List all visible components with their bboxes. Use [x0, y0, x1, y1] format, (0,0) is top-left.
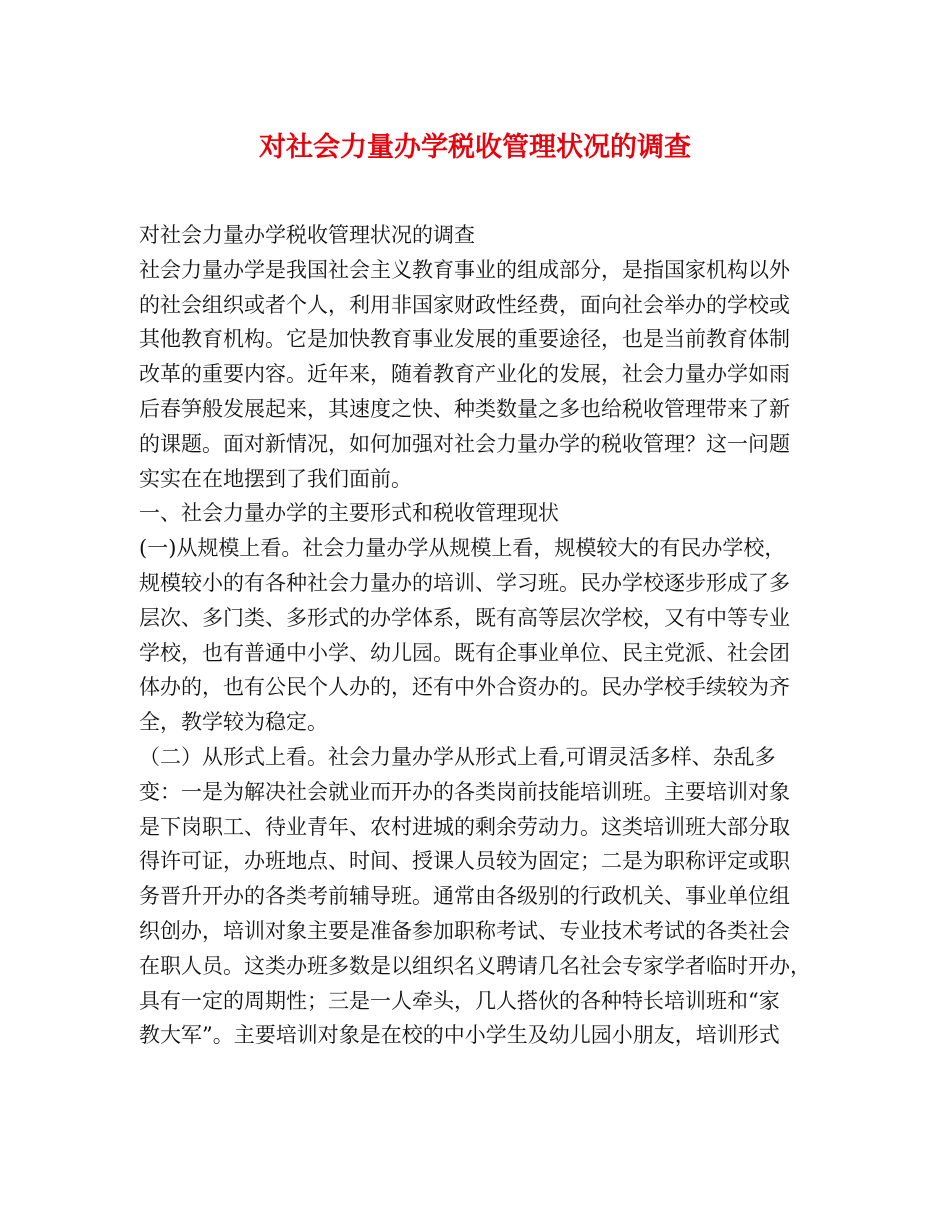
body-line: 对社会力量办学税收管理状况的调查	[139, 223, 475, 247]
body-line: 务晋升开办的各类考前辅导班。通常由各级别的行政机关、事业单位组	[139, 884, 790, 909]
body-line: 织创办，培训对象主要是准备参加职称考试、专业技术考试的各类社会	[139, 918, 790, 943]
body-line: 其他教育机构。它是加快教育事业发展的重要途径，也是当前教育体制	[139, 327, 790, 352]
body-line: 的课题。面对新情况，如何加强对社会力量办学的税收管理？这一问题	[139, 431, 790, 456]
body-line: 后春笋般发展起来，其速度之快、种类数量之多也给税收管理带来了新	[139, 396, 790, 421]
document-title: 对社会力量办学税收管理状况的调查	[259, 132, 691, 163]
body-line: 一、社会力量办学的主要形式和税收管理现状	[139, 501, 559, 526]
body-line: 社会力量办学是我国社会主义教育事业的组成部分，是指国家机构以外	[139, 257, 790, 282]
body-line: (一)从规模上看。社会力量办学从规模上看，规模较大的有民办学校，	[139, 536, 786, 561]
body-line: 是下岗职工、待业青年、农村进城的剩余劳动力。这类培训班大部分取	[139, 814, 790, 839]
body-line: 体办的，也有公民个人办的，还有中外合资办的。民办学校手续较为齐	[139, 675, 790, 700]
body-line: 具有一定的周期性；三是一人牵头，几人搭伙的各种特长培训班和“家	[139, 988, 780, 1013]
body-line: 变：一是为解决社会就业而开办的各类岗前技能培训班。主要培训对象	[139, 779, 790, 804]
body-line: 规模较小的有各种社会力量办的培训、学习班。民办学校逐步形成了多	[139, 570, 790, 595]
body-line: 得许可证，办班地点、时间、授课人员较为固定；二是为职称评定或职	[139, 849, 790, 874]
body-line: （二）从形式上看。社会力量办学从形式上看,可谓灵活多样、杂乱多	[139, 744, 776, 769]
body-line: 在职人员。这类办班多数是以组织名义聘请几名社会专家学者临时开办，	[139, 953, 811, 978]
body-line: 的社会组织或者个人，利用非国家财政性经费，面向社会举办的学校或	[139, 292, 790, 317]
document-body	[139, 218, 819, 1053]
body-line: 全，教学较为稳定。	[139, 710, 328, 735]
body-line: 教大军”。主要培训对象是在校的中小学生及幼儿园小朋友，培训形式	[139, 1023, 780, 1048]
body-line: 实实在在地摆到了我们面前。	[139, 466, 412, 491]
body-line: 层次、多门类、多形式的办学体系，既有高等层次学校，又有中等专业	[139, 605, 790, 630]
body-line: 学校，也有普通中小学、幼儿园。既有企事业单位、民主党派、社会团	[139, 640, 790, 665]
body-line: 改革的重要内容。近年来，随着教育产业化的发展，社会力量办学如雨	[139, 362, 790, 387]
